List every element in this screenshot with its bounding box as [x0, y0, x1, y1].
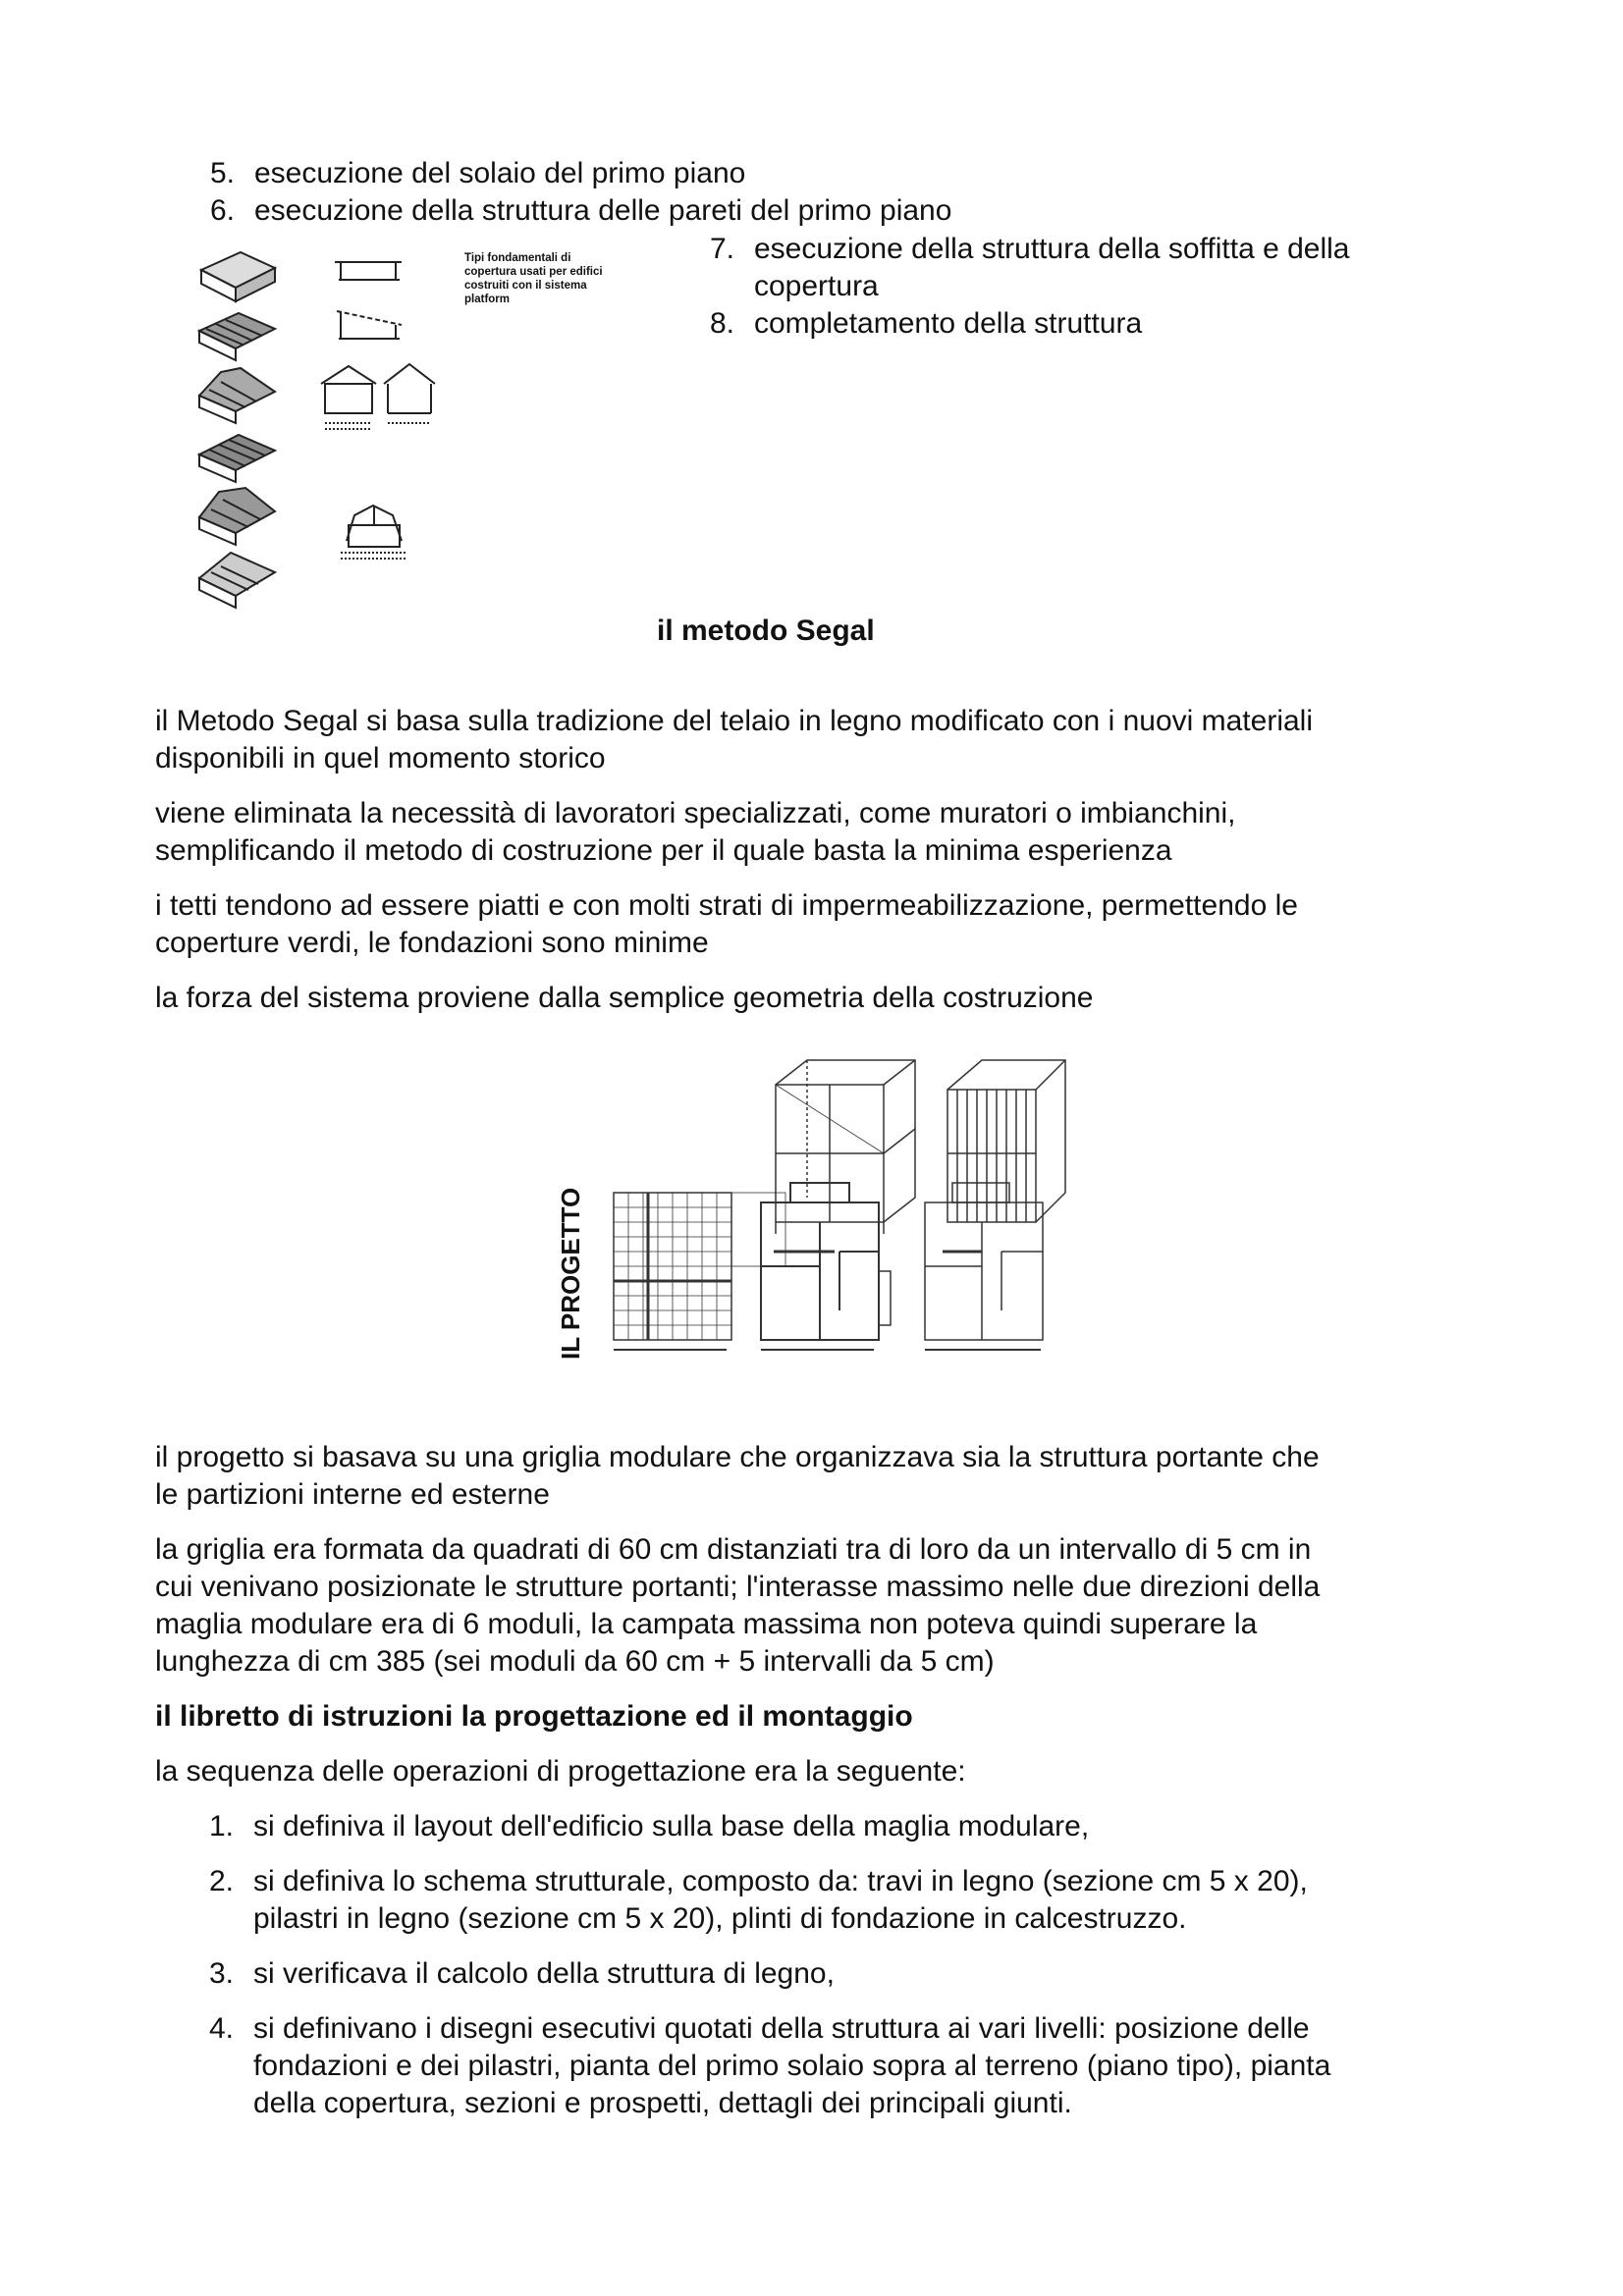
roof-caption-line-1: Tipi fondamentali di [464, 252, 571, 264]
roof-caption-line-3: costruiti con il sistema [464, 280, 587, 292]
house-sketch-3 [199, 368, 275, 423]
list-item-6: esecuzione della struttura delle pareti del primo piano [254, 194, 952, 227]
house-sketch-2 [199, 313, 275, 360]
roof-caption-line-4: platform [464, 294, 510, 305]
step-2-line-1: si definiva lo schema strutturale, composto da: travi in legno (sezione cm 5 x 20), [253, 1865, 1308, 1897]
list-number-5: 5. [209, 157, 235, 189]
subheading: il libretto di istruzioni la progettazione ed il montaggio [155, 1700, 913, 1733]
structural-plan-middle [761, 1183, 891, 1350]
frame-3d-right [943, 1060, 1065, 1252]
step-2-line-2: pilastri in legno (sezione cm 5 x 20), plinti di fondazione in calcestruzzo. [253, 1902, 1187, 1935]
list-number-6: 6. [209, 194, 235, 227]
layout-plan-right [925, 1183, 1043, 1350]
paragraph-6-line-2: cui venivano posizionate le strutture portanti; l'interasse massimo nelle due direzioni della [155, 1571, 1321, 1603]
step-3-line-1: si verificava il calcolo della struttura di legno, [253, 1957, 835, 1990]
roof-section-flat [335, 262, 402, 280]
frame-3d-left [774, 1060, 915, 1252]
list-item-8: completamento della struttura [754, 307, 1143, 340]
roof-types-figure [191, 240, 653, 628]
list-item-7: esecuzione della struttura della soffitta e della [754, 233, 1350, 265]
house-sketch-4 [199, 435, 275, 482]
paragraph-1-line-2: disponibili in quel momento storico [155, 742, 606, 774]
paragraph-6-line-1: la griglia era formata da quadrati di 60 cm distanziati tra di loro da un intervallo di 5 cm in [155, 1533, 1312, 1566]
list-item-5: esecuzione del solaio del primo piano [254, 157, 746, 189]
paragraph-2-line-1: viene eliminata la necessità di lavoratori specializzati, come muratori o imbianchini, [155, 797, 1236, 829]
step-number-2: 2. [208, 1865, 234, 1897]
paragraph-5-line-1: il progetto si basava su una griglia modulare che organizzava sia la struttura portante che [155, 1441, 1320, 1473]
roof-section-gable-2 [384, 364, 435, 423]
step-4-line-1: si definivano i disegni esecutivi quotati della struttura ai vari livelli: posizione delle [253, 2012, 1310, 2045]
paragraph-3-line-1: i tetti tendono ad essere piatti e con molti strati di impermeabilizzazione, permettendo le [155, 889, 1298, 922]
step-number-4: 4. [208, 2012, 234, 2045]
step-number-3: 3. [208, 1957, 234, 1990]
list-item-7-cont: copertura [754, 270, 879, 302]
paragraph-1-line-1: il Metodo Segal si basa sulla tradizione del telaio in legno modificato con i nuovi materiali [155, 705, 1313, 737]
step-number-1: 1. [208, 1810, 234, 1842]
section-title: il metodo Segal [657, 614, 875, 647]
project-side-label: IL PROGETTO [556, 1187, 585, 1360]
list-number-7: 7. [709, 233, 734, 265]
modular-grid-plan [614, 1193, 785, 1350]
paragraph-6-line-3: maglia modulare era di 6 moduli, la campata massima non poteva quindi superare la [155, 1608, 1258, 1640]
paragraph-4-line-1: la forza del sistema proviene dalla semplice geometria della costruzione [155, 982, 1094, 1014]
roof-caption-line-2: copertura usati per edifici [464, 266, 603, 278]
step-4-line-3: della copertura, sezioni e prospetti, dettagli dei principali giunti. [253, 2087, 1072, 2119]
roof-section-shed [337, 311, 402, 339]
step-4-line-2: fondazioni e dei pilastri, pianta del primo solaio sopra al terreno (piano tipo), pianta [253, 2050, 1331, 2082]
paragraph-3-line-2: coperture verdi, le fondazioni sono minime [155, 927, 709, 959]
house-sketch-1 [201, 252, 275, 301]
roof-section-gable-1 [321, 366, 376, 429]
roof-section-mansard [341, 506, 406, 559]
paragraph-5-line-2: le partizioni interne ed esterne [155, 1478, 550, 1511]
step-1-line-1: si definiva il layout dell'edificio sulla base della maglia modulare, [253, 1810, 1090, 1842]
paragraph-6-line-4: lunghezza di cm 385 (sei moduli da 60 cm + 5 intervalli da 5 cm) [155, 1645, 995, 1678]
house-sketch-5 [199, 488, 275, 545]
project-figure [550, 1055, 1075, 1369]
sequence-intro: la sequenza delle operazioni di progettazione era la seguente: [155, 1755, 966, 1788]
list-number-8: 8. [709, 307, 734, 340]
paragraph-2-line-2: semplificando il metodo di costruzione per il quale basta la minima esperienza [155, 834, 1172, 867]
house-sketch-6 [199, 553, 275, 608]
